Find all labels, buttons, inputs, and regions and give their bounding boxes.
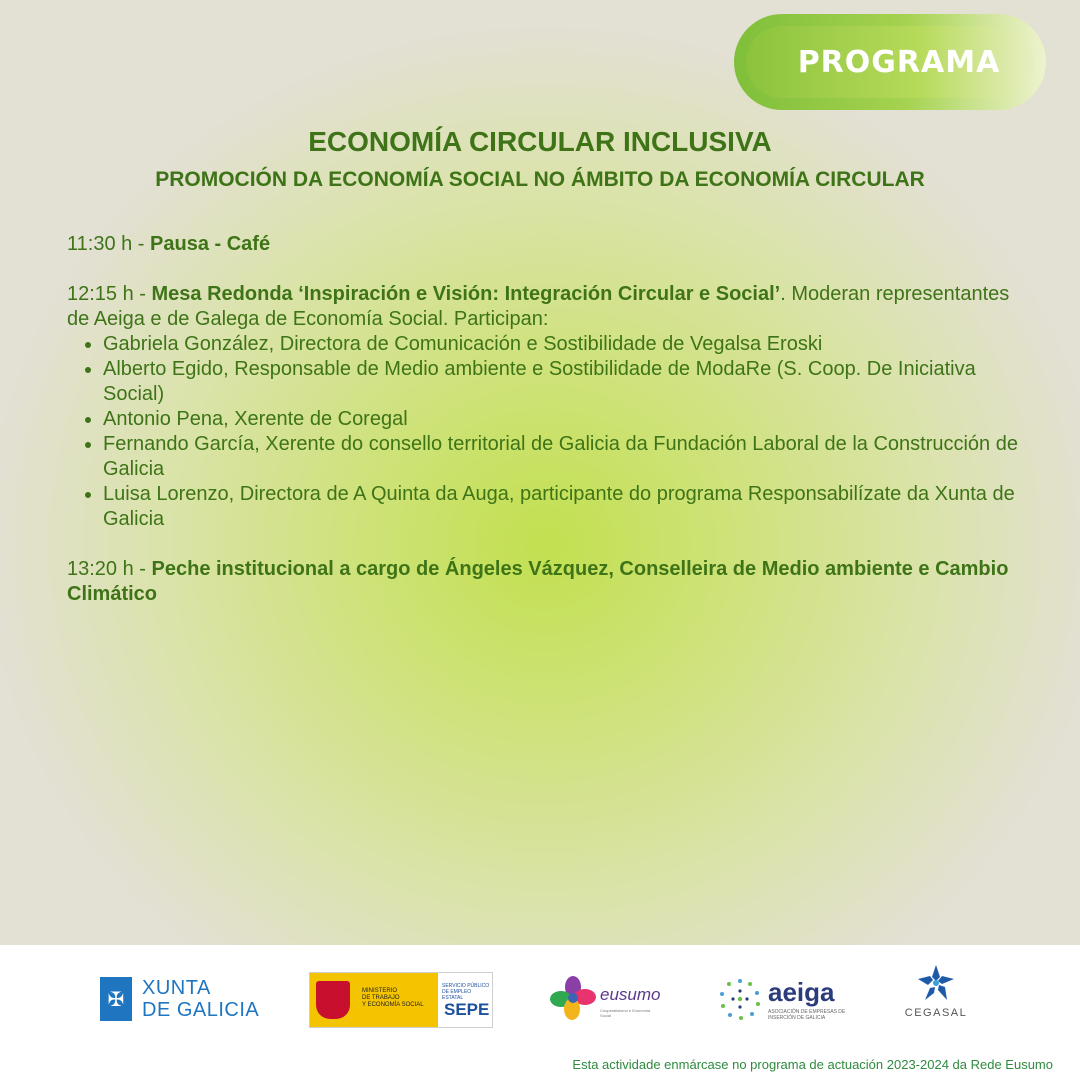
ministerio-line2: DE TRABAJO [362, 995, 400, 1001]
schedule-entry-pause [67, 232, 1027, 257]
entry-time: 11:30 h - [67, 233, 151, 255]
entry-description: . Moderan representantes de Aeiga e de Galega de Economía Social. Participan: [67, 283, 1010, 330]
programa-badge-label: PROGRAMA [797, 44, 1001, 80]
xunta-logo-line1: XUNTA [142, 977, 211, 999]
eusumo-wordmark: eusumo [600, 985, 661, 1004]
ministerio-line3: Y ECONOMÍA SOCIAL [362, 1002, 424, 1008]
schedule-entry-closing [67, 557, 1027, 607]
xunta-shield-icon: ✠ [100, 977, 132, 1021]
sepe-label: SEPE [444, 1000, 490, 1019]
xunta-logo-line2: DE GALICIA [142, 999, 260, 1021]
eusumo-petals-icon [548, 973, 598, 1023]
footer-note: Esta actividade enmárcase no programa de actuación 2023-2024 da Rede Eusumo [572, 1057, 1053, 1072]
spain-coat-of-arms-icon [316, 981, 350, 1019]
list-item: • Luisa Lorenzo, Directora de A Quinta da Auga, participante do programa Responsabilízate da Xunta de Galicia [103, 482, 1027, 532]
sepe-caption: SERVICIO PÚBLICO DE EMPLEO ESTATAL [442, 983, 490, 1001]
list-item: • Alberto Egido, Responsable de Medio ambiente e Sostibilidade de ModaRe (S. Coop. De Iniciativa Social) [103, 357, 1027, 407]
schedule-entry-round-table [67, 282, 1027, 332]
xunta-logo [100, 975, 270, 1025]
aeiga-logo [716, 975, 846, 1025]
list-item: • Fernando García, Xerente do consello territorial de Galicia da Fundación Laboral de la Construcción de Galicia [103, 432, 1027, 482]
aeiga-dots-icon [716, 975, 764, 1023]
cegasal-wordmark: CEGASAL [904, 1007, 968, 1019]
eusumo-logo [548, 973, 660, 1023]
programa-badge [734, 14, 1046, 110]
aeiga-tagline: ASOCIACIÓN DE EMPRESAS DE INSERCIÓN DE GALICIA [768, 1009, 846, 1021]
ministerio-sepe-logo [309, 972, 493, 1028]
eusumo-tagline: Cooperativismo e Economía Social [600, 1008, 651, 1018]
entry-time: 13:20 h - [67, 558, 152, 580]
cegasal-logo [900, 963, 972, 1023]
schedule [67, 232, 1027, 607]
entry-title: Mesa Redonda ‘Inspiración e Visión: Integración Circular e Social’ [151, 283, 781, 305]
entry-title: Peche institucional a cargo de Ángeles Vázquez, Conselleira de Medio ambiente e Cambio Climático [67, 558, 1009, 605]
participants-list [67, 332, 1027, 532]
list-item: • Antonio Pena, Xerente de Coregal [103, 407, 1027, 432]
list-item: • Gabriela González, Directora de Comunicación e Sostibilidade de Vegalsa Eroski [103, 332, 1027, 357]
entry-title: Pausa - Café [150, 233, 271, 255]
page-title: ECONOMÍA CIRCULAR INCLUSIVA [308, 126, 772, 157]
page-subtitle: PROMOCIÓN DA ECONOMÍA SOCIAL NO ÁMBITO DA ECONOMÍA CIRCULAR [155, 168, 925, 191]
cegasal-star-icon [916, 963, 956, 1003]
sponsor-footer [0, 945, 1080, 1080]
aeiga-wordmark: aeiga [768, 977, 835, 1007]
entry-time: 12:15 h - [67, 283, 152, 305]
ministerio-line1: MINISTERIO [362, 988, 398, 994]
